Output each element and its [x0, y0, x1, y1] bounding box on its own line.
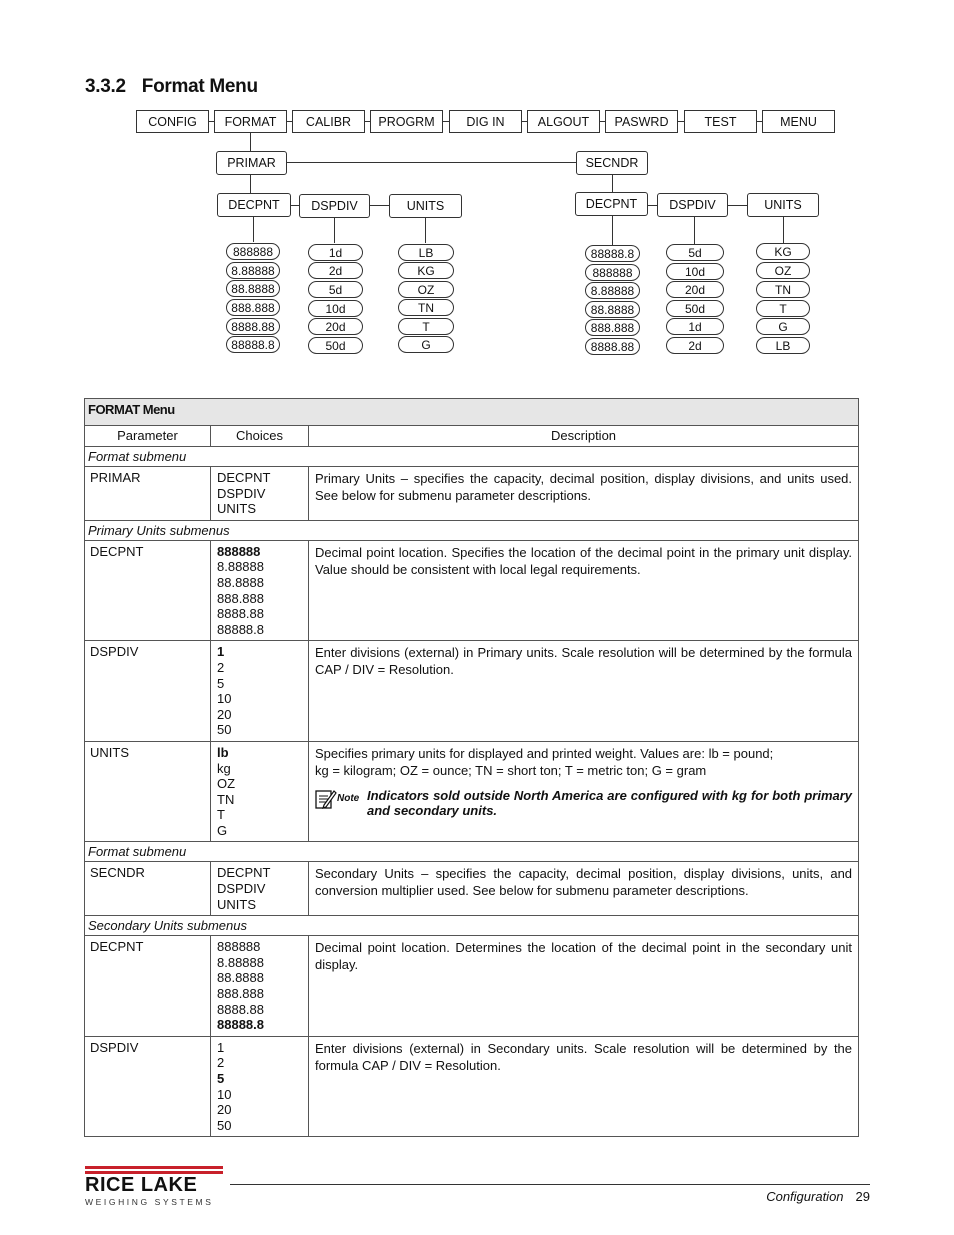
choice: 888888	[217, 939, 261, 955]
param-cell: DSPDIV	[85, 641, 211, 742]
choice: 8.88888	[217, 559, 264, 575]
table-row	[85, 862, 859, 916]
tree-p-decpnt-3: 888.888	[226, 299, 280, 316]
tree-s-dspdiv-0: 5d	[666, 244, 724, 261]
menu-config: CONFIG	[136, 110, 209, 133]
choice: DSPDIV	[217, 485, 266, 501]
choice-default: 1	[217, 644, 225, 660]
table-row	[85, 741, 859, 842]
tree-primar-units: UNITS	[389, 194, 462, 218]
note-text: Indicators sold outside North America are configured with kg for both primary and secondary units.	[367, 787, 853, 819]
tree-p-units-2: OZ	[398, 281, 454, 298]
header-parameter: Parameter	[85, 426, 211, 447]
choice: UNITS	[217, 896, 256, 912]
choice: kg	[217, 760, 231, 776]
tree-s-units-4: G	[756, 318, 810, 335]
choices-cell	[211, 1036, 309, 1137]
tree-p-units-4: T	[398, 318, 454, 335]
tree-s-dspdiv-4: 1d	[666, 318, 724, 335]
description-cell: Enter divisions (external) in Secondary units. Scale resolution will be determined by the formula CAP / DIV = Resolution.	[309, 1036, 859, 1137]
tree-s-units-1: OZ	[756, 262, 810, 279]
tree-s-decpnt-4: 888.888	[585, 319, 640, 336]
tree-s-decpnt-1: 888888	[585, 264, 640, 281]
subheading-format: Format submenu	[85, 447, 859, 467]
tree-secndr-dspdiv: DSPDIV	[657, 193, 728, 217]
description-cell: Enter divisions (external) in Primary units. Scale resolution will be determined by the formula CAP / DIV = Resolution.	[309, 641, 859, 742]
tree-p-decpnt-2: 88.8888	[226, 280, 280, 297]
footer-rule	[230, 1184, 870, 1185]
menu-paswrd: PASWRD	[605, 110, 678, 133]
tree-p-dspdiv-3: 10d	[308, 300, 363, 317]
description-cell	[309, 741, 859, 842]
tree-primar-decpnt: DECPNT	[217, 193, 291, 217]
company-logo	[85, 1166, 223, 1207]
choice: 1	[217, 1039, 225, 1055]
menu-format: FORMAT	[214, 110, 287, 133]
description-cell: Decimal point location. Specifies the location of the decimal point in the primary unit display. Value should be consistent with local legal requirements.	[309, 540, 859, 641]
choice: DECPNT	[217, 470, 271, 485]
choice: 2	[217, 659, 225, 675]
choice: 88888.8	[217, 621, 264, 637]
table-row	[85, 1036, 859, 1137]
menu-menu: MENU	[762, 110, 835, 133]
choice: 20	[217, 1102, 232, 1118]
units-desc-line1: Specifies primary units for displayed and printed weight. Values are: lb = pound;	[315, 745, 774, 761]
menu-dig-in: DIG IN	[449, 110, 522, 133]
units-desc-line2: kg = kilogram; OZ = ounce; TN = short ton; T = metric ton; G = gram	[315, 762, 707, 778]
tree-p-decpnt-4: 8888.88	[226, 318, 280, 335]
param-cell: UNITS	[85, 741, 211, 842]
tree-s-units-5: LB	[756, 337, 810, 354]
tree-s-dspdiv-5: 2d	[666, 337, 724, 354]
menu-calibr: CALIBR	[292, 110, 365, 133]
footer-section: Configuration	[766, 1189, 844, 1204]
choice: OZ	[217, 776, 236, 792]
logo-wordmark: RICE LAKE	[85, 1174, 198, 1196]
choice: 888.888	[217, 986, 264, 1002]
choice: T	[217, 807, 225, 823]
note-callout	[315, 788, 852, 819]
tree-secndr: SECNDR	[576, 151, 648, 175]
tree-s-decpnt-0: 88888.8	[585, 245, 640, 262]
tree-p-dspdiv-5: 50d	[308, 337, 363, 354]
table-row	[85, 641, 859, 742]
description-cell: Decimal point location. Determines the location of the decimal point in the secondary unit display.	[309, 936, 859, 1037]
choice-default: 88888.8	[217, 1017, 264, 1033]
note-label: Note	[337, 793, 360, 805]
param-cell: PRIMAR	[85, 467, 211, 521]
choice: 20	[217, 706, 232, 722]
choice-default: lb	[217, 744, 229, 760]
footer-text	[766, 1189, 870, 1204]
menu-progrm: PROGRM	[370, 110, 443, 133]
tree-p-decpnt-5: 88888.8	[226, 336, 280, 353]
section-number: 3.3.2	[85, 76, 126, 97]
tree-p-dspdiv-2: 5d	[308, 281, 363, 298]
tree-p-decpnt-1: 8.88888	[226, 262, 280, 279]
format-menu-table	[84, 398, 859, 1137]
logo-tagline: WEIGHING SYSTEMS	[85, 1197, 214, 1207]
choice: 88.8888	[217, 970, 264, 986]
tree-p-units-0: LB	[398, 244, 454, 261]
tree-s-decpnt-2: 8.88888	[585, 282, 640, 299]
choice: G	[217, 822, 228, 838]
tree-primar: PRIMAR	[216, 151, 287, 175]
choice: 10	[217, 1086, 232, 1102]
subheading-secondary-units: Secondary Units submenus	[85, 916, 859, 936]
choices-cell	[211, 540, 309, 641]
tree-s-units-2: TN	[756, 281, 810, 298]
choice-default: 5	[217, 1071, 225, 1086]
format-menu-tree	[0, 0, 954, 380]
choice: 888.888	[217, 590, 264, 606]
choices-cell	[211, 741, 309, 842]
note-icon	[315, 788, 367, 810]
param-cell: DECPNT	[85, 936, 211, 1037]
menu-algout: ALGOUT	[527, 110, 600, 133]
description-cell: Secondary Units – specifies the capacity, decimal position, display divisions, units, and conversion multiplier used. See below for submenu parameter descriptions.	[309, 862, 859, 916]
table-row	[85, 540, 859, 641]
choice: 8.88888	[217, 954, 264, 970]
tree-p-dspdiv-1: 2d	[308, 262, 363, 279]
header-description: Description	[309, 426, 859, 447]
subheading-primary-units: Primary Units submenus	[85, 520, 859, 540]
param-cell: SECNDR	[85, 862, 211, 916]
choices-cell	[211, 862, 309, 916]
page-number: 29	[855, 1189, 870, 1204]
choice: 2	[217, 1055, 225, 1071]
param-cell: DSPDIV	[85, 1036, 211, 1137]
subheading-format-2: Format submenu	[85, 842, 859, 862]
choice: 8888.88	[217, 1001, 264, 1017]
tree-p-dspdiv-0: 1d	[308, 244, 363, 261]
choices-cell	[211, 467, 309, 521]
menu-test: TEST	[684, 110, 757, 133]
notepad-icon	[315, 788, 337, 810]
choices-cell	[211, 936, 309, 1037]
tree-p-units-3: TN	[398, 299, 454, 316]
tree-s-dspdiv-1: 10d	[666, 263, 724, 280]
table-caption: FORMAT Menu	[85, 399, 859, 426]
choice: 5	[217, 675, 225, 691]
tree-s-units-0: KG	[756, 243, 810, 260]
choices-cell	[211, 641, 309, 742]
choice: 8888.88	[217, 606, 264, 622]
choice: TN	[217, 791, 235, 807]
tree-p-decpnt-0: 888888	[226, 243, 280, 260]
param-cell: DECPNT	[85, 540, 211, 641]
tree-primar-dspdiv: DSPDIV	[299, 194, 370, 218]
choice: UNITS	[217, 501, 256, 517]
choice: 10	[217, 691, 232, 707]
tree-secndr-units: UNITS	[747, 193, 819, 217]
tree-secndr-decpnt: DECPNT	[575, 192, 648, 216]
tree-s-decpnt-3: 88.8888	[585, 301, 640, 318]
choice: 50	[217, 1117, 232, 1133]
section-title: Format Menu	[141, 76, 258, 97]
tree-s-dspdiv-3: 50d	[666, 300, 724, 317]
tree-p-dspdiv-4: 20d	[308, 318, 363, 335]
tree-p-units-5: G	[398, 336, 454, 353]
choice: 50	[217, 722, 232, 738]
choice: 88.8888	[217, 574, 264, 590]
description-cell: Primary Units – specifies the capacity, decimal position, display divisions, and units used. See below for submenu parameter descriptions.	[309, 467, 859, 521]
table-row	[85, 467, 859, 521]
choice: DSPDIV	[217, 881, 266, 897]
choice: DECPNT	[217, 865, 271, 881]
table-row	[85, 936, 859, 1037]
header-choices: Choices	[211, 426, 309, 447]
tree-p-units-1: KG	[398, 262, 454, 279]
tree-s-decpnt-5: 8888.88	[585, 338, 640, 355]
choice-default: 888888	[217, 543, 261, 559]
tree-s-dspdiv-2: 20d	[666, 281, 724, 298]
tree-s-units-3: T	[756, 300, 810, 317]
